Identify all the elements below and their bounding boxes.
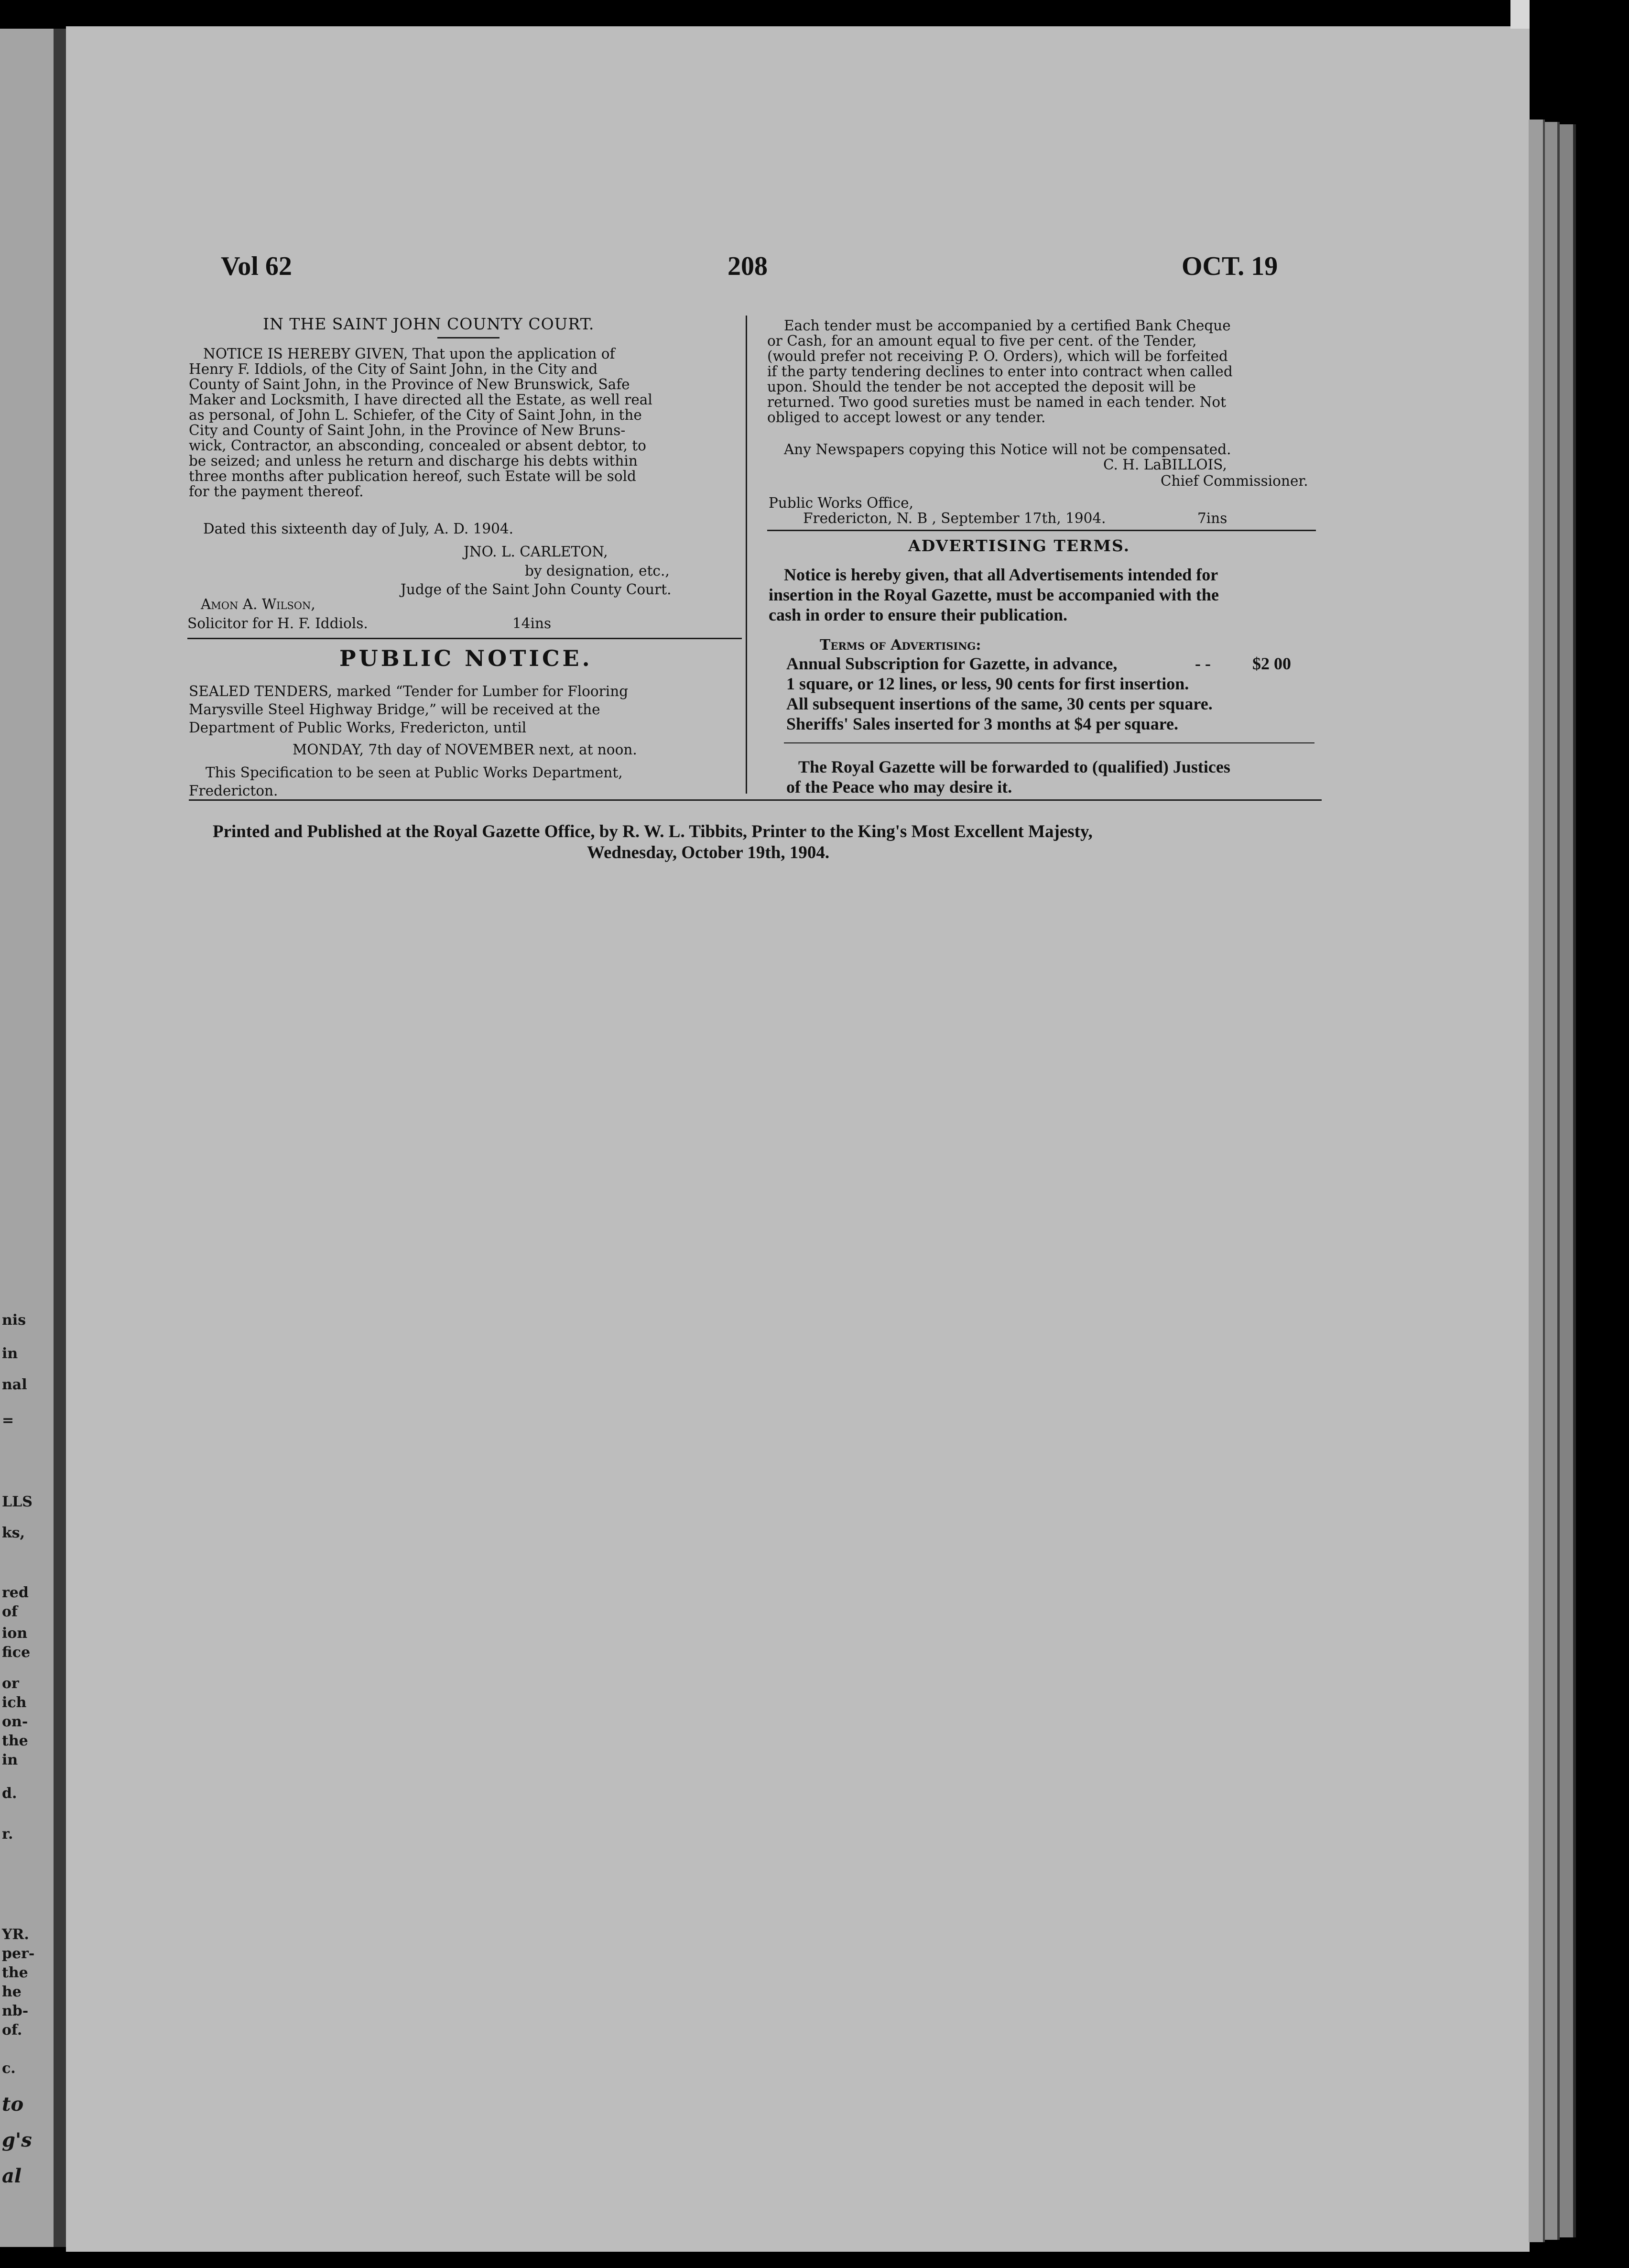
solicitor-name: Amon A. Wilson, — [201, 596, 315, 612]
advertising-notice-line: cash in order to ensure their publication. — [769, 605, 1068, 624]
section-divider — [767, 530, 1316, 531]
margin-fragment: to — [2, 2093, 24, 2115]
margin-fragment: in — [2, 1752, 18, 1768]
office-insertions: 7ins — [1197, 510, 1227, 526]
margin-fragment: d. — [2, 1785, 17, 1802]
margin-fragment: red — [2, 1584, 29, 1601]
dated-line: Dated this sixteenth day of July, A. D. 1904. — [203, 521, 514, 537]
notice-line: for the payment thereof. — [189, 483, 364, 500]
notice-line: wick, Contractor, an absconding, concealed or absent debtor, to — [189, 437, 646, 454]
terms-of-advertising-heading: Terms of Advertising: — [820, 637, 981, 654]
subscription-dashes: - - — [1195, 654, 1211, 673]
notice-line: three months after publication hereof, such Estate will be sold — [189, 468, 636, 484]
column-divider — [746, 316, 747, 794]
notice-line: as personal, of John L. Schiefer, of the City of Saint John, in the — [189, 407, 642, 423]
margin-fragment: nis — [2, 1312, 26, 1329]
commissioner-name: C. H. LaBILLOIS, — [1103, 457, 1227, 473]
margin-fragment: nb- — [2, 2003, 29, 2019]
subscription-label: Annual Subscription for Gazette, in advance, — [786, 654, 1118, 673]
margin-fragment: of. — [2, 2022, 22, 2039]
specification-line: Fredericton. — [189, 783, 278, 799]
court-heading: IN THE SAINT JOHN COUNTY COURT. — [263, 315, 595, 333]
terms-divider — [784, 742, 1314, 743]
tender-condition-line: obliged to accept lowest or any tender. — [767, 409, 1046, 425]
notice-line: County of Saint John, in the Province of New Brunswick, Safe — [189, 376, 630, 393]
judge-name: JNO. L. CARLETON, — [464, 544, 608, 560]
tender-deadline: MONDAY, 7th day of NOVEMBER next, at noon. — [293, 741, 637, 758]
advertising-terms-heading: ADVERTISING TERMS. — [908, 536, 1130, 555]
terms-line: Sheriffs' Sales inserted for 3 months at $4 per square. — [786, 714, 1179, 733]
tender-condition-line: upon. Should the tender be not accepted the deposit will be — [767, 379, 1196, 395]
notice-line: Henry F. Iddiols, of the City of Saint John, in the City and — [189, 361, 598, 377]
paper-edge — [1560, 124, 1573, 2237]
tender-condition-line: Each tender must be accompanied by a certified Bank Cheque — [784, 317, 1231, 334]
notice-line: NOTICE IS HEREBY GIVEN, That upon the application of — [203, 346, 615, 362]
margin-fragment: or — [2, 1675, 19, 1692]
justices-line: The Royal Gazette will be forwarded to (qualified) Justices — [798, 757, 1230, 776]
public-works-office: Public Works Office, — [769, 495, 914, 511]
margin-fragment: ich — [2, 1694, 27, 1711]
paper-edge — [1529, 120, 1543, 2242]
tender-condition-line: returned. Two good sureties must be named in each tender. Not — [767, 394, 1227, 410]
section-divider — [187, 638, 742, 639]
tender-line: Marysville Steel Highway Bridge,” will be received at the — [189, 701, 600, 718]
margin-fragment: per- — [2, 1945, 35, 1962]
paper-corner — [1510, 0, 1530, 29]
margin-fragment: the — [2, 1964, 28, 1981]
office-date: Fredericton, N. B , September 17th, 1904. — [803, 510, 1106, 526]
subscription-price: $2 00 — [1252, 654, 1291, 673]
margin-fragment: ks, — [2, 1525, 25, 1541]
heading-divider — [437, 337, 500, 338]
newspapers-note: Any Newspapers copying this Notice will not be compensated. — [784, 441, 1231, 458]
issue-date: OCT. 19 — [1182, 251, 1278, 281]
public-notice-heading: PUBLIC NOTICE. — [339, 645, 593, 671]
margin-fragment: = — [2, 1412, 14, 1429]
imprint-date: Wednesday, October 19th, 1904. — [587, 843, 830, 862]
margin-fragment: g's — [2, 2129, 32, 2151]
margin-fragment: on- — [2, 1713, 28, 1730]
notice-line: Maker and Locksmith, I have directed all the Estate, as well real — [189, 392, 652, 408]
paper-edge — [1545, 122, 1557, 2240]
tender-condition-line: if the party tendering declines to enter into contract when called — [767, 363, 1233, 380]
judge-designation: by designation, etc., — [525, 563, 670, 579]
margin-fragment: c. — [2, 2060, 16, 2077]
margin-fragment: ion — [2, 1625, 28, 1642]
justices-line: of the Peace who may desire it. — [786, 777, 1012, 796]
volume-number: Vol 62 — [221, 251, 292, 281]
solicitor-for: Solicitor for H. F. Iddiols. — [187, 615, 368, 632]
insertion-count: 14ins — [512, 615, 552, 632]
margin-fragment: of — [2, 1603, 18, 1620]
terms-line: All subsequent insertions of the same, 30 cents per square. — [786, 694, 1213, 713]
paper-edge-shadow — [1573, 124, 1576, 2237]
commissioner-title: Chief Commissioner. — [1161, 473, 1308, 489]
tender-condition-line: (would prefer not receiving P. O. Orders), which will be forfeited — [767, 348, 1228, 364]
tender-line: Department of Public Works, Fredericton, until — [189, 720, 527, 736]
judge-title: Judge of the Saint John County Court. — [401, 581, 672, 598]
page-number: 208 — [728, 251, 768, 281]
margin-fragment: nal — [2, 1376, 27, 1393]
page-binding-shadow — [54, 29, 67, 2247]
notice-line: City and County of Saint John, in the Province of New Bruns- — [189, 422, 626, 438]
margin-fragment: he — [2, 1984, 22, 2000]
margin-fragment: r. — [2, 1826, 13, 1843]
adjacent-page-strip — [0, 29, 60, 2247]
margin-fragment: al — [2, 2165, 22, 2187]
terms-line: 1 square, or 12 lines, or less, 90 cents for first insertion. — [786, 674, 1189, 693]
footer-divider — [189, 799, 1322, 801]
margin-fragment: in — [2, 1345, 18, 1362]
margin-fragment: YR. — [2, 1926, 29, 1943]
margin-fragment: fice — [2, 1644, 31, 1661]
margin-fragment: the — [2, 1733, 28, 1749]
notice-line: be seized; and unless he return and discharge his debts within — [189, 453, 638, 469]
advertising-notice-line: insertion in the Royal Gazette, must be accompanied with the — [769, 585, 1219, 604]
specification-line: This Specification to be seen at Public Works Department, — [206, 764, 623, 781]
margin-fragment: LLS — [2, 1494, 33, 1510]
tender-condition-line: or Cash, for an amount equal to five per cent. of the Tender, — [767, 333, 1197, 349]
imprint-line: Printed and Published at the Royal Gazette Office, by R. W. L. Tibbits, Printer to the King's Most Excellent Majesty, — [213, 822, 1093, 841]
advertising-notice-line: Notice is hereby given, that all Advertisements intended for — [784, 565, 1218, 584]
tender-line: SEALED TENDERS, marked “Tender for Lumber for Flooring — [189, 683, 629, 699]
